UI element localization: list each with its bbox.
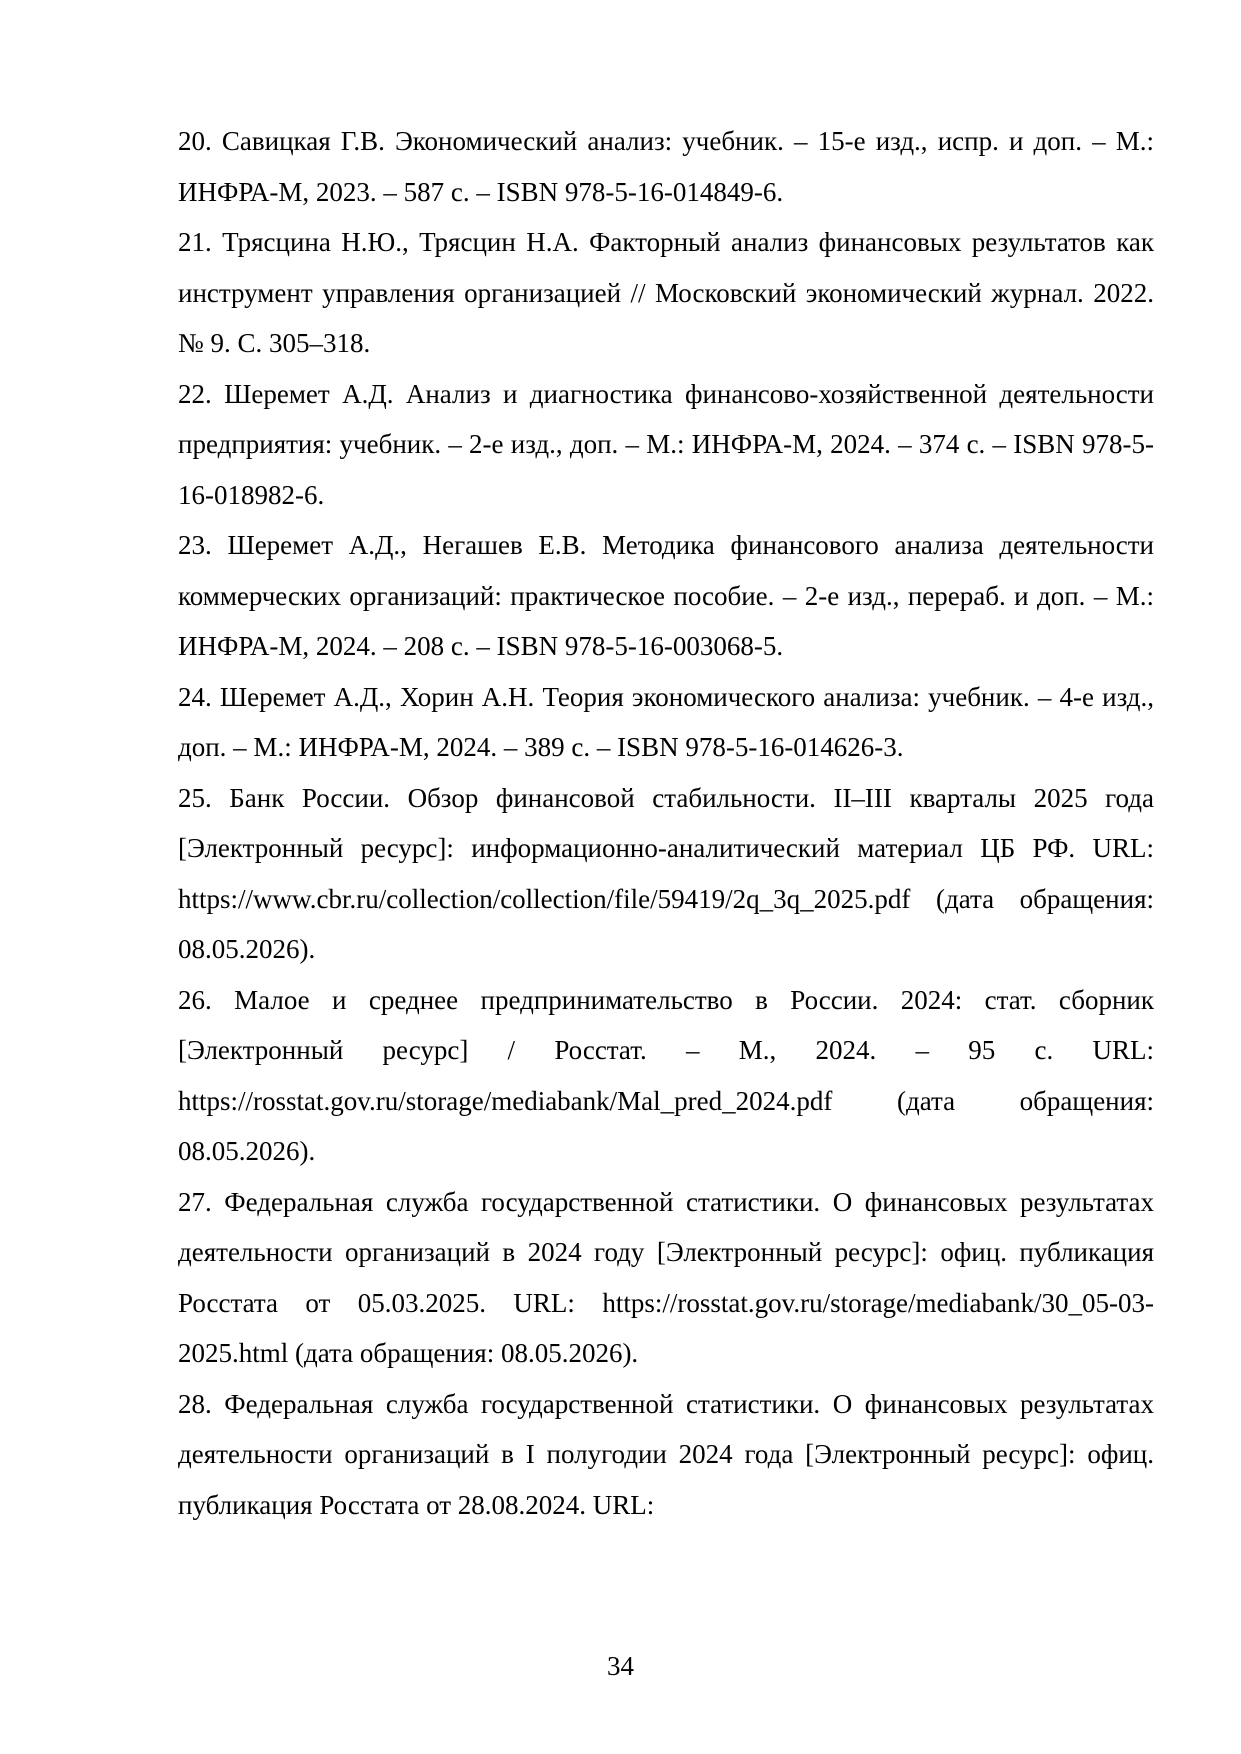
reference-item-24: 24. Шеремет А.Д., Хорин А.Н. Теория экономического анализа: учебник. – 4-е изд., доп. – М.: ИНФРА-М, 2024. – 389 с. – ISBN 978-5-16-014626-3.	[178, 681, 1154, 762]
reference-item-27: 27. Федеральная служба государственной статистики. О финансовых результатах деятельности организаций в 2024 году [Электронный ресурс]: офиц. публикация Росстата от 05.03.2025. URL: https://rosstat.gov.ru/storage/mediabank/30_05-03-2025.html (дата обращения: 08.05.2026).	[178, 1186, 1154, 1368]
reference-item-21: 21. Трясцина Н.Ю., Трясцин Н.А. Факторный анализ финансовых результатов как инструмент управления организацией // Московский экономический журнал. 2022. № 9. С. 305–318.	[178, 227, 1154, 358]
page-number: 34	[607, 1651, 634, 1681]
reference-item-26: 26. Малое и среднее предпринимательство в России. 2024: стат. сборник [Электронный ресурс] / Росстат. – М., 2024. – 95 с. URL: https://rosstat.gov.ru/storage/mediabank/Mal_pred_2024.pdf (дата обращения: 08.05.2026).	[178, 984, 1154, 1166]
reference-item-20: 20. Савицкая Г.В. Экономический анализ: учебник. – 15-е изд., испр. и доп. – М.: ИНФРА-М, 2023. – 587 с. – ISBN 978-5-16-014849-6.	[178, 126, 1154, 207]
reference-item-25: 25. Банк России. Обзор финансовой стабильности. II–III кварталы 2025 года [Электронный ресурс]: информационно-аналитический материал ЦБ РФ. URL: https://www.cbr.ru/collection/collection/file/59419/2q_3q_2025.pdf (дата обращения: 08.05.2026).	[178, 782, 1154, 964]
reference-item-22: 22. Шеремет А.Д. Анализ и диагностика финансово-хозяйственной деятельности предприятия: учебник. – 2-е изд., доп. – М.: ИНФРА-М, 2024. – 374 с. – ISBN 978-5-16-018982-6.	[178, 378, 1154, 510]
reference-list	[178, 116, 1154, 1530]
reference-item-23: 23. Шеремет А.Д., Негашев Е.В. Методика финансового анализа деятельности коммерческих организаций: практическое пособие. – 2-е изд., перераб. и доп. – М.: ИНФРА-М, 2024. – 208 с. – ISBN 978-5-16-003068-5.	[178, 530, 1154, 661]
reference-item-28: 28. Федеральная служба государственной статистики. О финансовых результатах деятельности организаций в I полугодии 2024 года [Электронный ресурс]: офиц. публикация Росстата от 28.08.2024. URL:	[178, 1388, 1154, 1520]
